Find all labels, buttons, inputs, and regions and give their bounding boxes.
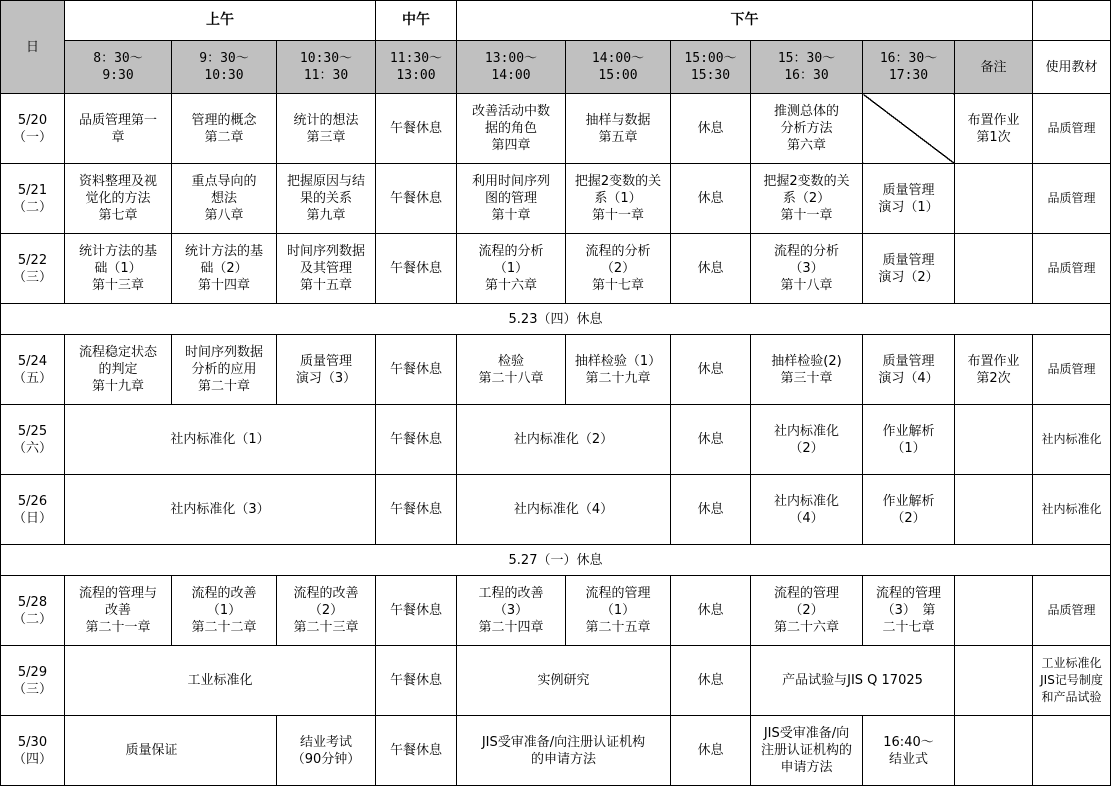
session-cell: 工业标准化 — [65, 646, 376, 716]
date-cell: 5/29 （三） — [1, 646, 65, 716]
row-5-22 — [1, 234, 1111, 304]
textbook-cell — [1033, 716, 1111, 786]
remarks-cell: 布置作业 第2次 — [955, 335, 1033, 405]
time-slot-1: 8：30～ 9:30 — [65, 41, 172, 94]
session-cell: 管理的概念 第二章 — [172, 94, 277, 164]
session-cell: 统计方法的基 础（1） 第十三章 — [65, 234, 172, 304]
remarks-cell — [955, 164, 1033, 234]
lunch-cell: 午餐休息 — [376, 405, 457, 475]
session-cell: JIS受审准备/向 注册认证机构的 申请方法 — [751, 716, 863, 786]
header-row-periods — [1, 1, 1111, 41]
remarks-cell — [955, 475, 1033, 545]
session-cell: 16:40～ 结业式 — [863, 716, 955, 786]
textbook-cell: 工业标准化 JIS记号制度 和产品试验 — [1033, 646, 1111, 716]
textbook-cell: 社内标准化 — [1033, 405, 1111, 475]
session-cell: 抽样检验(2) 第三十章 — [751, 335, 863, 405]
session-cell: 作业解析 （2） — [863, 475, 955, 545]
date-cell: 5/25 （六） — [1, 405, 65, 475]
remarks-cell — [955, 234, 1033, 304]
session-cell: 流程稳定状态 的判定 第十九章 — [65, 335, 172, 405]
row-5-25 — [1, 405, 1111, 475]
textbook-cell: 品质管理 — [1033, 234, 1111, 304]
session-cell: 作业解析 （1） — [863, 405, 955, 475]
break-cell: 休息 — [671, 475, 751, 545]
session-cell: 资料整理及视 觉化的方法 第七章 — [65, 164, 172, 234]
session-cell: 社内标准化（1） — [65, 405, 376, 475]
time-slot-4: 11:30～ 13:00 — [376, 41, 457, 94]
session-cell: 结业考试 （90分钟） — [277, 716, 376, 786]
remarks-cell: 布置作业 第1次 — [955, 94, 1033, 164]
session-cell: 流程的管理与 改善 第二十一章 — [65, 576, 172, 646]
session-cell: 流程的改善 （1） 第二十二章 — [172, 576, 277, 646]
session-cell: 社内标准化（3） — [65, 475, 376, 545]
lunch-cell: 午餐休息 — [376, 646, 457, 716]
break-cell: 休息 — [671, 646, 751, 716]
time-slot-6: 14:00～ 15:00 — [566, 41, 671, 94]
session-cell: 抽样与数据 第五章 — [566, 94, 671, 164]
pm-header: 下午 — [457, 1, 1033, 41]
time-slot-8: 15：30～ 16：30 — [751, 41, 863, 94]
lunch-cell: 午餐休息 — [376, 576, 457, 646]
lunch-cell: 午餐休息 — [376, 164, 457, 234]
time-slot-9: 16：30～ 17:30 — [863, 41, 955, 94]
break-cell: 休息 — [671, 234, 751, 304]
session-cell: 流程的分析 （3） 第十八章 — [751, 234, 863, 304]
rest-row-5-23 — [1, 304, 1111, 335]
am-header: 上午 — [65, 1, 376, 41]
session-cell: 实例研究 — [457, 646, 671, 716]
session-cell: 质量管理 演习（4） — [863, 335, 955, 405]
row-5-29 — [1, 646, 1111, 716]
session-cell: 社内标准化（2） — [457, 405, 671, 475]
session-cell: 流程的管理 （2） 第二十六章 — [751, 576, 863, 646]
remarks-cell — [955, 576, 1033, 646]
row-5-21 — [1, 164, 1111, 234]
remarks-cell — [955, 646, 1033, 716]
rest-row-5-27 — [1, 545, 1111, 576]
break-cell: 休息 — [671, 164, 751, 234]
session-cell: 统计方法的基 础（2） 第十四章 — [172, 234, 277, 304]
textbook-cell: 品质管理 — [1033, 576, 1111, 646]
session-cell: 流程的改善 （2） 第二十三章 — [277, 576, 376, 646]
session-cell: 质量管理 演习（1） — [863, 164, 955, 234]
session-cell: 质量管理 演习（3） — [277, 335, 376, 405]
session-cell: 利用时间序列 图的管理 第十章 — [457, 164, 566, 234]
remarks-header: 备注 — [955, 41, 1033, 94]
textbook-cell: 社内标准化 — [1033, 475, 1111, 545]
row-5-26 — [1, 475, 1111, 545]
session-cell: 流程的分析 （2） 第十七章 — [566, 234, 671, 304]
break-cell: 休息 — [671, 335, 751, 405]
time-slot-5: 13:00～ 14:00 — [457, 41, 566, 94]
lunch-cell: 午餐休息 — [376, 716, 457, 786]
textbook-cell: 品质管理 — [1033, 94, 1111, 164]
session-cell: 把握原因与结 果的关系 第九章 — [277, 164, 376, 234]
session-cell: JIS受审准备/向注册认证机构 的申请方法 — [457, 716, 671, 786]
row-5-30 — [1, 716, 1111, 786]
noon-header: 中午 — [376, 1, 457, 41]
remarks-cell — [955, 716, 1033, 786]
session-cell: 社内标准化 （2） — [751, 405, 863, 475]
session-cell: 流程的管理 （3） 第 二十七章 — [863, 576, 955, 646]
break-cell: 休息 — [671, 576, 751, 646]
session-cell: 检验 第二十八章 — [457, 335, 566, 405]
rest-day-label: 5.23（四）休息 — [1, 304, 1111, 335]
row-5-24 — [1, 335, 1111, 405]
row-5-20 — [1, 94, 1111, 164]
session-cell: 时间序列数据 及其管理 第十五章 — [277, 234, 376, 304]
session-cell: 时间序列数据 分析的应用 第二十章 — [172, 335, 277, 405]
session-cell: 抽样检验（1） 第二十九章 — [566, 335, 671, 405]
session-cell: 工程的改善 （3） 第二十四章 — [457, 576, 566, 646]
date-cell: 5/21 （二） — [1, 164, 65, 234]
break-cell: 休息 — [671, 716, 751, 786]
remarks-cell — [955, 405, 1033, 475]
session-cell: 改善活动中数 据的角色 第四章 — [457, 94, 566, 164]
break-cell: 休息 — [671, 405, 751, 475]
session-cell: 把握2变数的关 系（1） 第十一章 — [566, 164, 671, 234]
session-cell: 质量保证 — [65, 716, 277, 786]
break-cell: 休息 — [671, 94, 751, 164]
textbook-header: 使用教材 — [1033, 41, 1111, 94]
session-cell: 把握2变数的关 系（2） 第十一章 — [751, 164, 863, 234]
rest-day-label: 5.27（一）休息 — [1, 545, 1111, 576]
session-cell: 统计的想法 第三章 — [277, 94, 376, 164]
session-cell: 流程的分析 （1） 第十六章 — [457, 234, 566, 304]
session-cell: 社内标准化（4） — [457, 475, 671, 545]
lunch-cell: 午餐休息 — [376, 234, 457, 304]
date-cell: 5/22 （三） — [1, 234, 65, 304]
session-cell: 流程的管理 （1） 第二十五章 — [566, 576, 671, 646]
session-cell: 社内标准化 （4） — [751, 475, 863, 545]
session-cell: 品质管理第一 章 — [65, 94, 172, 164]
lunch-cell: 午餐休息 — [376, 475, 457, 545]
session-cell: 重点导向的 想法 第八章 — [172, 164, 277, 234]
date-cell: 5/30 （四） — [1, 716, 65, 786]
day-header: 日 — [1, 1, 65, 94]
lunch-cell: 午餐休息 — [376, 94, 457, 164]
textbook-cell: 品质管理 — [1033, 335, 1111, 405]
lunch-cell: 午餐休息 — [376, 335, 457, 405]
diagonal-empty-cell — [863, 94, 955, 164]
header-blank-cell — [1033, 1, 1111, 41]
time-slot-3: 10:30～ 11：30 — [277, 41, 376, 94]
time-slot-2: 9：30～ 10:30 — [172, 41, 277, 94]
session-cell: 推测总体的 分析方法 第六章 — [751, 94, 863, 164]
session-cell: 产品试验与JIS Q 17025 — [751, 646, 955, 716]
date-cell: 5/26 （日） — [1, 475, 65, 545]
session-cell: 质量管理 演习（2） — [863, 234, 955, 304]
date-cell: 5/20 （一） — [1, 94, 65, 164]
time-slot-7: 15:00～ 15:30 — [671, 41, 751, 94]
header-row-times — [1, 41, 1111, 94]
date-cell: 5/28 （二） — [1, 576, 65, 646]
textbook-cell: 品质管理 — [1033, 164, 1111, 234]
row-5-28 — [1, 576, 1111, 646]
date-cell: 5/24 （五） — [1, 335, 65, 405]
